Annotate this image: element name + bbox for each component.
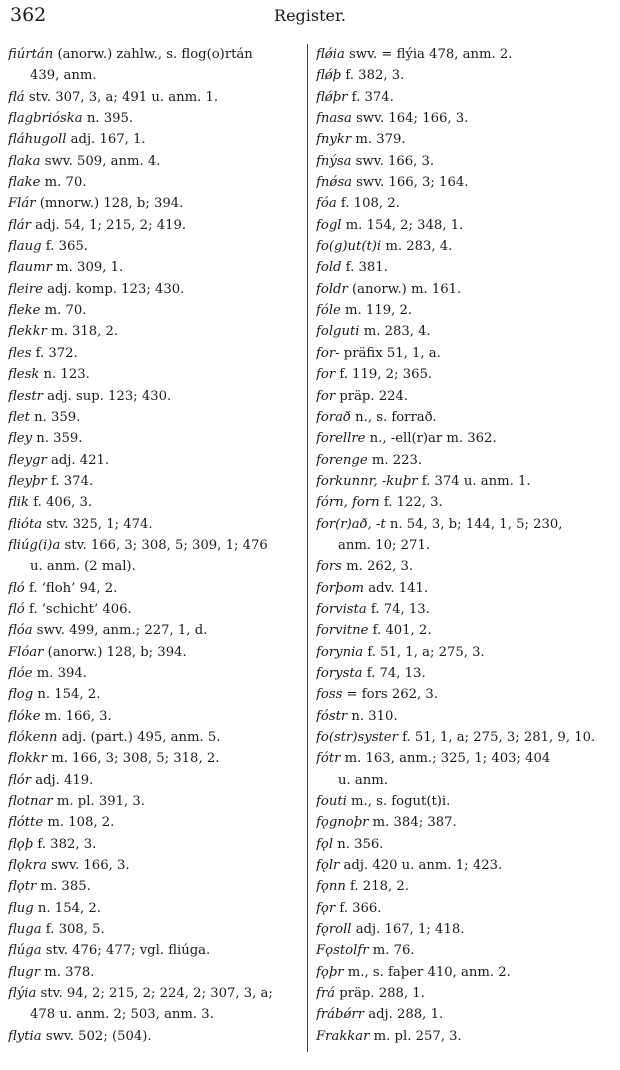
entry-headword: flá (8, 89, 25, 105)
index-entry (8, 962, 304, 983)
entry-headword: forþom (316, 580, 365, 596)
entry-headword: flik (8, 495, 30, 511)
index-entry (316, 876, 616, 897)
entry-references: swv. 166, 3. (351, 153, 435, 169)
index-entry (8, 386, 304, 407)
entry-references: m. 384; 387. (368, 815, 457, 831)
entry-headword: fǫr (316, 900, 336, 916)
index-entry (316, 1004, 616, 1025)
entry-headword: flǿþ (316, 68, 342, 84)
entry-headword: flugr (8, 964, 41, 980)
entry-headword: forkunnr, -kuþr (316, 473, 418, 489)
entry-references: f. 374 u. anm. 1. (417, 473, 531, 489)
entry-headword: flaug (8, 239, 42, 255)
entry-headword: fǫlr (316, 858, 340, 874)
entry-headword: fors (316, 559, 342, 575)
entry-headword: flóke (8, 708, 41, 724)
entry-references: adj. 421. (46, 452, 110, 468)
index-entry (316, 620, 616, 641)
entry-headword: fo(str)syster (316, 730, 398, 745)
index-entry (316, 471, 616, 492)
entry-references: f. 308, 5. (41, 922, 105, 938)
index-entry (8, 684, 304, 705)
entry-headword: flug (8, 900, 34, 916)
entry-headword: fogl (316, 217, 342, 233)
entry-headword: flǫkra (8, 858, 47, 874)
entry-references: m. 309, 1. (51, 260, 124, 276)
entry-headword: fo(g)ut(t)i (316, 239, 382, 255)
entry-headword: fleire (8, 281, 43, 297)
entry-headword: flesk (8, 367, 40, 383)
entry-headword: fley (8, 431, 33, 447)
index-entry (316, 727, 616, 748)
entry-references: präp. 224. (335, 388, 409, 404)
entry-headword: forysta (316, 665, 363, 681)
entry-headword: flet (8, 409, 30, 425)
entry-headword: fórn, forn (316, 495, 380, 511)
entry-references: f. 372. (31, 345, 78, 361)
index-entry (316, 599, 616, 620)
entry-headword: fǫnn (316, 879, 346, 895)
index-entry (8, 642, 304, 663)
entry-headword: fnykr (316, 132, 352, 148)
index-entry (316, 834, 616, 855)
entry-references: n. 154, 2. (33, 900, 101, 916)
index-entry (316, 514, 616, 535)
index-entry (316, 642, 616, 663)
entry-references: f. 365. (41, 239, 88, 255)
index-entry (316, 364, 616, 385)
entry-references: f. 119, 2; 365. (335, 367, 433, 383)
index-entry (316, 940, 616, 961)
index-entry (316, 983, 616, 1004)
entry-headword: flog (8, 687, 34, 703)
entry-references: m. 378. (40, 964, 95, 980)
entry-headword: flaka (8, 153, 41, 169)
entry-headword: flár (8, 217, 31, 233)
entry-references: adj. 54, 1; 215, 2; 419. (30, 217, 187, 233)
index-entry (8, 898, 304, 919)
index-entry (316, 108, 616, 129)
entry-headword: folguti (316, 324, 360, 340)
entry-references: m. pl. 391, 3. (52, 794, 145, 810)
entry-references: n., s. forrað. (350, 409, 437, 425)
index-entry (316, 706, 616, 727)
entry-references: adj. 419. (31, 772, 94, 788)
entry-headword: fnǿsa (316, 175, 352, 191)
entry-references: m. 394. (32, 665, 87, 681)
entry-references: präfix 51, 1, a. (339, 345, 441, 361)
index-entry (8, 450, 304, 471)
entry-references: m. 108, 2. (43, 815, 115, 831)
index-entry (316, 386, 616, 407)
index-entry (8, 129, 304, 150)
index-entry (8, 834, 304, 855)
entry-headword: for- (316, 345, 340, 361)
entry-headword: flake (8, 175, 41, 191)
entry-references: präp. 288, 1. (335, 986, 425, 1002)
entry-references: m. 283, 4. (381, 239, 453, 255)
running-title: Register. (274, 6, 346, 25)
entry-references: m. 379. (351, 132, 406, 148)
entry-headword: fǫþr (316, 964, 344, 980)
entry-headword: flǿþr (316, 89, 348, 105)
index-entry (8, 215, 304, 236)
index-entry (316, 492, 616, 513)
entry-headword: fló (8, 601, 25, 617)
entry-references: n. 310. (347, 708, 398, 724)
index-entry (316, 65, 616, 86)
entry-headword: flǫþ (8, 836, 34, 852)
index-entry (8, 364, 304, 385)
column-divider (307, 44, 308, 1052)
entry-headword: flytia (8, 1028, 42, 1044)
index-entry (316, 748, 616, 769)
index-column-left (8, 44, 304, 1047)
entry-headword: fouti (316, 794, 347, 810)
entry-headword: fǫl (316, 836, 334, 852)
entry-headword: fleygr (8, 452, 47, 468)
entry-references: f. 218, 2. (345, 879, 409, 895)
entry-headword: flýia (8, 986, 37, 1002)
entry-references: adj. 167, 1; 418. (351, 922, 465, 938)
entry-references: f. 382, 3. (341, 68, 405, 84)
entry-headword: frábǿrr (316, 1007, 365, 1023)
index-entry (8, 44, 304, 65)
entry-headword: flagbrióska (8, 111, 83, 127)
entry-references: m. 70. (40, 175, 87, 191)
entry-headword: fluga (8, 922, 42, 938)
entry-headword: forellre (316, 431, 366, 447)
entry-references: adv. 141. (364, 580, 429, 596)
entry-references: m. 76. (368, 943, 415, 959)
entry-references: swv. 499, anm.; 227, 1, d. (32, 623, 208, 639)
entry-references: f. 74, 13. (362, 665, 426, 681)
entry-references: adj. (part.) 495, anm. 5. (57, 730, 221, 745)
entry-references: f. 108, 2. (336, 196, 400, 212)
index-entry (316, 129, 616, 150)
entry-headword: frá (316, 986, 336, 1002)
entry-references: swv. 166, 3; 164. (351, 175, 469, 191)
index-entry (316, 321, 616, 342)
entry-headword: Frakkar (316, 1028, 370, 1044)
index-entry (8, 812, 304, 833)
entry-references: (mnorw.) 128, b; 394. (35, 196, 184, 212)
index-entry (316, 919, 616, 940)
index-entry (8, 172, 304, 193)
entry-references: (anorw.) zahlw., s. flog(o)rtán (53, 47, 253, 62)
index-entry (8, 151, 304, 172)
index-column-right (316, 44, 616, 1047)
entry-headword: fǫgnoþr (316, 815, 369, 831)
entry-headword: fold (316, 260, 342, 276)
entry-references: m. 223. (367, 452, 423, 468)
entry-headword: foss (316, 687, 343, 703)
index-entry (8, 556, 304, 577)
entry-headword: for(r)að, -t (316, 516, 386, 532)
index-entry (8, 514, 304, 535)
index-entry (316, 812, 616, 833)
entry-references: swv. 166, 3. (46, 858, 130, 874)
index-entry (316, 535, 616, 556)
index-entry (8, 87, 304, 108)
entry-references: = fors 262, 3. (342, 687, 439, 703)
index-entry (316, 407, 616, 428)
entry-headword: flotnar (8, 794, 53, 810)
index-entry (8, 663, 304, 684)
index-entry (316, 450, 616, 471)
entry-references: 439, anm. (30, 68, 97, 84)
entry-headword: for (316, 367, 336, 383)
index-entry (8, 321, 304, 342)
entry-references: m. 385. (36, 879, 91, 895)
entry-headword: for (316, 388, 336, 404)
index-entry (316, 962, 616, 983)
entry-headword: Flár (8, 196, 36, 212)
index-entry (316, 300, 616, 321)
index-entry (316, 556, 616, 577)
entry-headword: forvitne (316, 623, 369, 639)
entry-references: m., s. faþer 410, anm. 2. (343, 964, 511, 980)
entry-references: m. pl. 257, 3. (369, 1028, 462, 1044)
entry-references: u. anm. (338, 772, 388, 788)
entry-headword: fǫroll (316, 922, 352, 938)
entry-references: (anorw.) m. 161. (347, 281, 462, 297)
entry-headword: Flóar (8, 644, 44, 660)
index-entry (316, 663, 616, 684)
entry-references: m. 262, 3. (341, 559, 414, 575)
index-entry (8, 343, 304, 364)
index-entry (316, 791, 616, 812)
entry-references: f. 51, 1, a; 275, 3; 281, 9, 10. (397, 730, 596, 745)
entry-references: n. 123. (39, 367, 90, 383)
index-entry (316, 279, 616, 300)
index-entry (316, 684, 616, 705)
entry-headword: fótr (316, 751, 341, 767)
entry-headword: flótte (8, 815, 44, 831)
index-entry (8, 279, 304, 300)
entry-references: adj. 420 u. anm. 1; 423. (339, 858, 503, 874)
entry-headword: forynia (316, 644, 364, 660)
entry-references: f. 374. (46, 473, 94, 489)
index-entry (316, 193, 616, 214)
index-entry (8, 578, 304, 599)
entry-references: m. 318, 2. (46, 324, 119, 340)
entry-headword: fleyþr (8, 473, 47, 489)
entry-headword: foldr (316, 281, 348, 297)
entry-references: f. ‘schicht’ 406. (24, 601, 132, 617)
entry-references: adj. komp. 123; 430. (42, 281, 185, 297)
entry-references: adj. 288, 1. (364, 1007, 444, 1023)
entry-references: stv. 307, 3, a; 491 u. anm. 1. (24, 89, 219, 105)
entry-references: swv. 502; (504). (41, 1028, 152, 1044)
entry-headword: flóe (8, 665, 33, 681)
entry-references: u. anm. (2 mal). (30, 559, 136, 575)
entry-references: stv. 166, 3; 308, 5; 309, 1; 476 (60, 537, 268, 553)
entry-references: m. 119, 2. (340, 303, 413, 319)
index-entry (316, 44, 616, 65)
entry-references: m. 163, anm.; 325, 1; 403; 404 (340, 751, 551, 767)
index-entry (316, 257, 616, 278)
index-entry (316, 898, 616, 919)
entry-references: n. 356. (333, 836, 384, 852)
entry-headword: fiúrtán (8, 47, 54, 62)
entry-headword: fóa (316, 196, 337, 212)
index-entry (316, 343, 616, 364)
entry-references: m. 70. (40, 303, 87, 319)
entry-references: stv. 476; 477; vgl. fliúga. (41, 943, 211, 959)
index-entry (8, 599, 304, 620)
page-header (6, 4, 614, 32)
index-entry (316, 1026, 616, 1047)
index-entry (8, 471, 304, 492)
entry-headword: fles (8, 345, 32, 361)
index-entry (8, 983, 304, 1004)
entry-references: n. 54, 3, b; 144, 1, 5; 230, (385, 516, 563, 532)
index-entry (316, 236, 616, 257)
entry-references: n. 359. (29, 409, 81, 425)
index-entry (8, 940, 304, 961)
entry-references: f. 382, 3. (33, 836, 97, 852)
entry-references: n. 395. (82, 111, 134, 127)
index-entry (8, 706, 304, 727)
entry-headword: fóle (316, 303, 341, 319)
index-entry (8, 919, 304, 940)
index-entry (316, 770, 616, 791)
entry-headword: Fǫstolfr (316, 943, 369, 959)
entry-headword: fleke (8, 303, 41, 319)
index-entry (8, 428, 304, 449)
entry-references: m. 154, 2; 348, 1. (341, 217, 464, 233)
entry-headword: fliúg(i)a (8, 537, 61, 553)
entry-references: m. 166, 3; 308, 5; 318, 2. (47, 751, 220, 767)
index-entry (8, 727, 304, 748)
entry-headword: flaumr (8, 260, 52, 276)
entry-headword: flúga (8, 943, 42, 959)
index-entry (316, 87, 616, 108)
entry-headword: forvista (316, 601, 367, 617)
entry-headword: flǿia (316, 47, 345, 62)
index-entry (8, 535, 304, 556)
index-entry (8, 748, 304, 769)
index-entry (316, 855, 616, 876)
entry-references: f. 381. (341, 260, 388, 276)
entry-headword: fláhugoll (8, 132, 67, 148)
entry-references: stv. 325, 1; 474. (42, 516, 153, 532)
index-entry (8, 791, 304, 812)
index-entry (316, 151, 616, 172)
index-entry (8, 65, 304, 86)
index-entry (8, 257, 304, 278)
index-entry (8, 300, 304, 321)
entry-references: f. 74, 13. (366, 601, 430, 617)
index-entry (8, 193, 304, 214)
entry-references: f. 366. (335, 900, 382, 916)
entry-references: swv. = flýia 478, anm. 2. (344, 47, 513, 62)
entry-references: swv. 164; 166, 3. (351, 111, 469, 127)
entry-references: n., -ell(r)ar m. 362. (365, 431, 497, 447)
index-entry (316, 578, 616, 599)
entry-references: n. 154, 2. (33, 687, 101, 703)
entry-headword: forað (316, 409, 351, 425)
index-entry (8, 770, 304, 791)
index-entry (316, 428, 616, 449)
entry-references: f. 406, 3. (29, 495, 93, 511)
entry-references: 478 u. anm. 2; 503, anm. 3. (30, 1007, 214, 1023)
index-entry (316, 215, 616, 236)
entry-references: (anorw.) 128, b; 394. (43, 644, 187, 660)
entry-references: f. 51, 1, a; 275, 3. (363, 644, 485, 660)
entry-references: f. 374. (347, 89, 394, 105)
index-entry (8, 236, 304, 257)
entry-references: f. 122, 3. (379, 495, 443, 511)
entry-references: m., s. fogut(t)i. (346, 794, 451, 810)
index-entry (316, 172, 616, 193)
entry-headword: fnasa (316, 111, 352, 127)
entry-headword: flokkr (8, 751, 48, 767)
entry-headword: flestr (8, 388, 43, 404)
entry-headword: fló (8, 580, 25, 596)
entry-references: anm. 10; 271. (338, 537, 431, 553)
index-entry (8, 876, 304, 897)
entry-references: n. 359. (32, 431, 83, 447)
index-entry (8, 407, 304, 428)
entry-references: f. 401, 2. (368, 623, 432, 639)
entry-headword: fnýsa (316, 153, 352, 169)
entry-headword: flóa (8, 623, 33, 639)
entry-headword: flǫtr (8, 879, 37, 895)
entry-references: m. 283, 4. (359, 324, 431, 340)
entry-headword: flióta (8, 516, 43, 532)
index-entry (8, 1004, 304, 1025)
index-entry (8, 620, 304, 641)
entry-headword: fóstr (316, 708, 348, 724)
index-entry (8, 108, 304, 129)
entry-references: swv. 509, anm. 4. (40, 153, 161, 169)
page-number: 362 (10, 4, 47, 26)
entry-references: adj. sup. 123; 430. (42, 388, 172, 404)
index-entry (8, 492, 304, 513)
index-entry (8, 855, 304, 876)
index-entry (8, 1026, 304, 1047)
entry-references: f. ‘floh’ 94, 2. (24, 580, 118, 596)
entry-references: stv. 94, 2; 215, 2; 224, 2; 307, 3, a; (36, 986, 273, 1002)
entry-references: m. 166, 3. (40, 708, 112, 724)
entry-headword: flekkr (8, 324, 47, 340)
entry-headword: forenge (316, 452, 368, 468)
entry-references: adj. 167, 1. (66, 132, 146, 148)
entry-headword: flór (8, 772, 32, 788)
entry-headword: flókenn (8, 730, 58, 745)
